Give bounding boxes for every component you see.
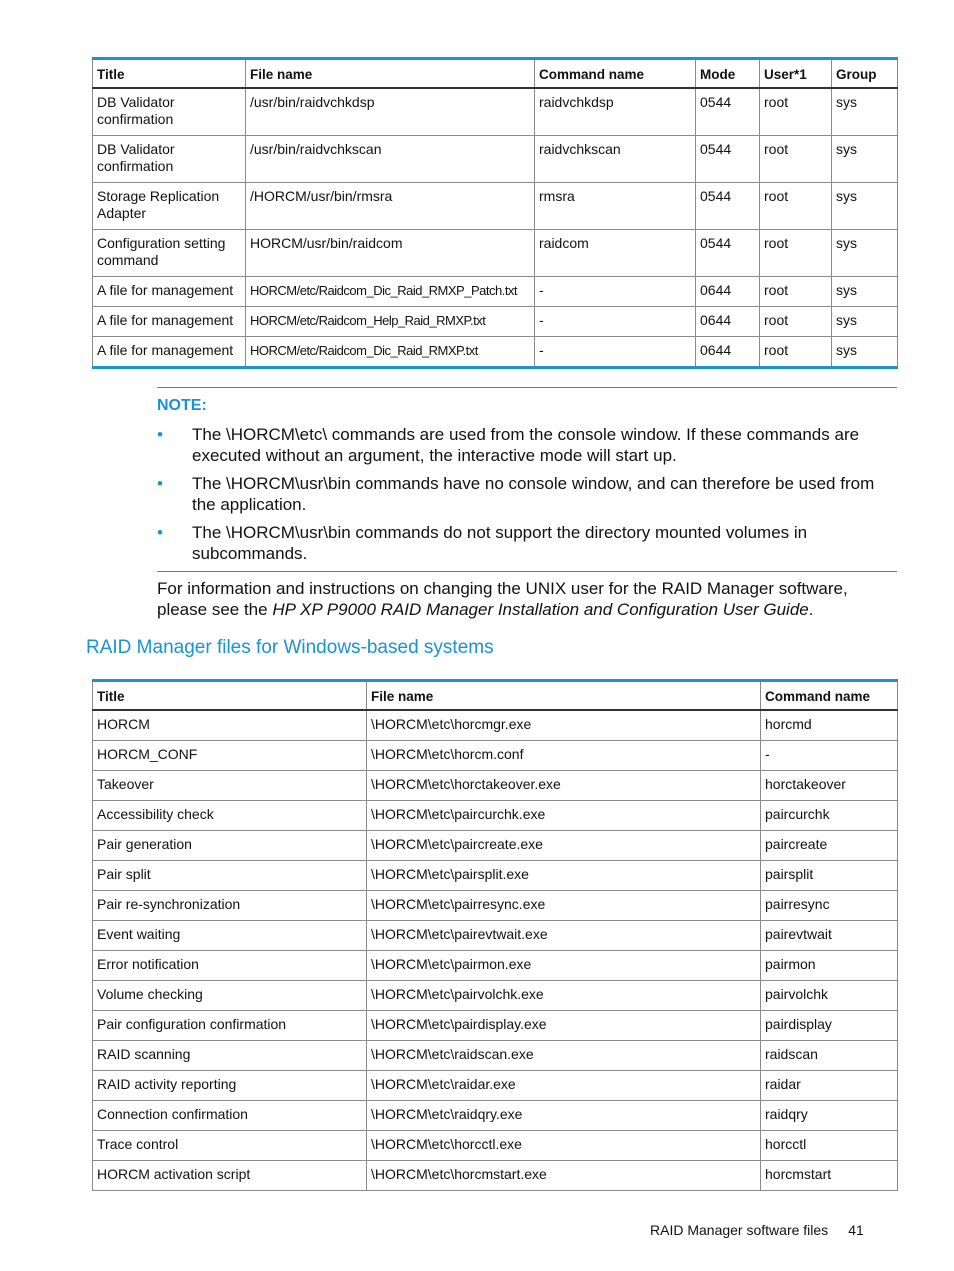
header-group: Group xyxy=(832,59,898,89)
cell-mode: 0544 xyxy=(696,230,760,277)
table-row xyxy=(93,771,898,801)
table-row xyxy=(93,981,898,1011)
cell-group: sys xyxy=(832,277,898,307)
cell-command-name: pairresync xyxy=(761,891,898,921)
cell-group: sys xyxy=(832,307,898,337)
list-item xyxy=(157,473,897,515)
table-header-row xyxy=(93,59,898,89)
note-bullet-list xyxy=(157,424,897,571)
cell-title: A file for management xyxy=(93,307,246,337)
cell-command-name: - xyxy=(535,337,696,368)
cell-title: Takeover xyxy=(93,771,367,801)
cell-mode: 0544 xyxy=(696,183,760,230)
table-row xyxy=(93,88,898,136)
cell-file-name: /usr/bin/raidvchkdsp xyxy=(246,88,535,136)
cell-file-name: \HORCM\etc\pairsplit.exe xyxy=(367,861,761,891)
cell-mode: 0544 xyxy=(696,136,760,183)
table-row xyxy=(93,1011,898,1041)
header-user: User*1 xyxy=(760,59,832,89)
cell-title: Volume checking xyxy=(93,981,367,1011)
cell-user: root xyxy=(760,307,832,337)
table-row xyxy=(93,1131,898,1161)
note-bullet-text: The \HORCM\etc\ commands are used from the console window. If these commands are executed without an argument, the interactive mode will start up. xyxy=(192,425,860,465)
table-row xyxy=(93,951,898,981)
cell-file-name: /usr/bin/raidvchkscan xyxy=(246,136,535,183)
note-label: NOTE: xyxy=(157,397,207,414)
cell-group: sys xyxy=(832,136,898,183)
cell-file-name: /HORCM/usr/bin/rmsra xyxy=(246,183,535,230)
cell-group: sys xyxy=(832,183,898,230)
guide-title: HP XP P9000 RAID Manager Installation and Configuration User Guide xyxy=(272,600,809,619)
cell-command-name: horctakeover xyxy=(761,771,898,801)
note-top-divider xyxy=(157,387,897,388)
cell-file-name: \HORCM\etc\raidar.exe xyxy=(367,1071,761,1101)
cell-command-name: horcctl xyxy=(761,1131,898,1161)
table-row xyxy=(93,337,898,368)
note-bullet-text: The \HORCM\usr\bin commands do not support the directory mounted volumes in subcommands. xyxy=(192,523,808,563)
cell-user: root xyxy=(760,337,832,368)
cell-file-name: \HORCM\etc\raidqry.exe xyxy=(367,1101,761,1131)
cell-command-name: pairevtwait xyxy=(761,921,898,951)
cell-title: Pair split xyxy=(93,861,367,891)
header-title: Title xyxy=(93,59,246,89)
cell-title: Pair generation xyxy=(93,831,367,861)
header-title: Title xyxy=(93,681,367,711)
cell-file-name: \HORCM\etc\horcmstart.exe xyxy=(367,1161,761,1191)
note-bullet-text: The \HORCM\usr\bin commands have no console window, and can therefore be used from the application. xyxy=(192,474,875,514)
cell-file-name: \HORCM\etc\pairmon.exe xyxy=(367,951,761,981)
table-header-row xyxy=(93,681,898,711)
table-row xyxy=(93,136,898,183)
cell-title: Pair re-synchronization xyxy=(93,891,367,921)
cell-title: Connection confirmation xyxy=(93,1101,367,1131)
cell-group: sys xyxy=(832,337,898,368)
cell-file-name: HORCM/etc/Raidcom_Help_Raid_RMXP.txt xyxy=(246,307,535,337)
cell-command-name: pairmon xyxy=(761,951,898,981)
cell-file-name: \HORCM\etc\pairevtwait.exe xyxy=(367,921,761,951)
cell-title: RAID scanning xyxy=(93,1041,367,1071)
table-row xyxy=(93,831,898,861)
cell-title: Event waiting xyxy=(93,921,367,951)
cell-title: RAID activity reporting xyxy=(93,1071,367,1101)
cell-command-name: - xyxy=(535,277,696,307)
cell-command-name: pairsplit xyxy=(761,861,898,891)
cell-user: root xyxy=(760,183,832,230)
bullet-icon: • xyxy=(157,474,163,493)
cell-file-name: \HORCM\etc\pairdisplay.exe xyxy=(367,1011,761,1041)
header-command-name: Command name xyxy=(535,59,696,89)
windows-files-table xyxy=(92,679,898,1191)
cell-title: Trace control xyxy=(93,1131,367,1161)
paragraph-text: For information and instructions on changing the UNIX user for the RAID Manager software, please see the xyxy=(157,579,848,619)
cell-command-name: raidscan xyxy=(761,1041,898,1071)
table-row xyxy=(93,891,898,921)
list-item xyxy=(157,522,897,564)
cell-command-name: rmsra xyxy=(535,183,696,230)
cell-command-name: raidar xyxy=(761,1071,898,1101)
cell-command-name: - xyxy=(761,741,898,771)
header-file-name: File name xyxy=(367,681,761,711)
table-row xyxy=(93,1101,898,1131)
cell-command-name: horcmstart xyxy=(761,1161,898,1191)
cell-mode: 0644 xyxy=(696,277,760,307)
section-heading: RAID Manager files for Windows-based systems xyxy=(86,637,494,658)
cell-command-name: paircurchk xyxy=(761,801,898,831)
cell-file-name: \HORCM\etc\paircurchk.exe xyxy=(367,801,761,831)
table-row xyxy=(93,741,898,771)
cell-command-name: raidvchkdsp xyxy=(535,88,696,136)
cell-title: HORCM xyxy=(93,710,367,741)
footer-title: RAID Manager software files xyxy=(650,1222,829,1238)
table-row xyxy=(93,801,898,831)
cell-title: HORCM_CONF xyxy=(93,741,367,771)
bullet-icon: • xyxy=(157,425,163,444)
cell-mode: 0644 xyxy=(696,337,760,368)
page-number: 41 xyxy=(848,1222,864,1238)
list-item xyxy=(157,424,897,466)
header-file-name: File name xyxy=(246,59,535,89)
note-bottom-divider xyxy=(157,571,897,572)
cell-file-name: HORCM/etc/Raidcom_Dic_Raid_RMXP.txt xyxy=(246,337,535,368)
table-row xyxy=(93,307,898,337)
header-mode: Mode xyxy=(696,59,760,89)
bullet-icon: • xyxy=(157,523,163,542)
paragraph-end: . xyxy=(808,600,814,619)
cell-title: Accessibility check xyxy=(93,801,367,831)
cell-group: sys xyxy=(832,88,898,136)
table-row xyxy=(93,710,898,741)
cell-command-name: pairvolchk xyxy=(761,981,898,1011)
cell-file-name: \HORCM\etc\horctakeover.exe xyxy=(367,771,761,801)
table-row xyxy=(93,1041,898,1071)
cell-user: root xyxy=(760,136,832,183)
table-row xyxy=(93,277,898,307)
cell-title: Pair configuration confirmation xyxy=(93,1011,367,1041)
cell-file-name: \HORCM\etc\paircreate.exe xyxy=(367,831,761,861)
cell-user: root xyxy=(760,88,832,136)
cell-file-name: \HORCM\etc\raidscan.exe xyxy=(367,1041,761,1071)
cell-user: root xyxy=(760,230,832,277)
table-row xyxy=(93,1071,898,1101)
cell-title: A file for management xyxy=(93,337,246,368)
cell-file-name: \HORCM\etc\horcctl.exe xyxy=(367,1131,761,1161)
cell-file-name: \HORCM\etc\pairvolchk.exe xyxy=(367,981,761,1011)
cell-title: Error notification xyxy=(93,951,367,981)
table-row xyxy=(93,183,898,230)
cell-command-name: - xyxy=(535,307,696,337)
cell-command-name: raidvchkscan xyxy=(535,136,696,183)
cell-file-name: HORCM/etc/Raidcom_Dic_Raid_RMXP_Patch.txt xyxy=(246,277,535,307)
cell-group: sys xyxy=(832,230,898,277)
table-row xyxy=(93,921,898,951)
cell-user: root xyxy=(760,277,832,307)
cell-title: HORCM activation script xyxy=(93,1161,367,1191)
cell-command-name: horcmd xyxy=(761,710,898,741)
table-row xyxy=(93,1161,898,1191)
cell-mode: 0544 xyxy=(696,88,760,136)
cell-command-name: paircreate xyxy=(761,831,898,861)
cell-mode: 0644 xyxy=(696,307,760,337)
header-command-name: Command name xyxy=(761,681,898,711)
unix-files-table xyxy=(92,57,898,369)
cell-file-name: \HORCM\etc\horcmgr.exe xyxy=(367,710,761,741)
cell-title: DB Validator confirmation xyxy=(93,88,246,136)
table-row xyxy=(93,861,898,891)
info-paragraph xyxy=(157,578,899,620)
cell-command-name: raidcom xyxy=(535,230,696,277)
table-row xyxy=(93,230,898,277)
cell-command-name: pairdisplay xyxy=(761,1011,898,1041)
cell-title: Storage Replication Adapter xyxy=(93,183,246,230)
cell-title: Configuration setting command xyxy=(93,230,246,277)
cell-title: DB Validator confirmation xyxy=(93,136,246,183)
cell-file-name: \HORCM\etc\horcm.conf xyxy=(367,741,761,771)
cell-file-name: \HORCM\etc\pairresync.exe xyxy=(367,891,761,921)
page-footer xyxy=(650,1222,864,1238)
cell-title: A file for management xyxy=(93,277,246,307)
cell-file-name: HORCM/usr/bin/raidcom xyxy=(246,230,535,277)
cell-command-name: raidqry xyxy=(761,1101,898,1131)
